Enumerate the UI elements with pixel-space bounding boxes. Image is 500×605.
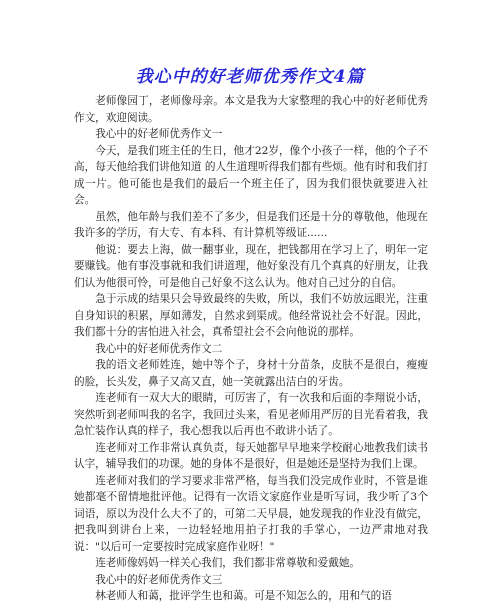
body-paragraph: 连老师像妈妈一样关心我们，我们都非常尊敬和爱戴她。 [95,557,361,569]
body-paragraph: 急于示成的结果只会导致最终的失败，所以，我们不妨放远眼光，注重自身知识的积累，厚如薄发，自然求到渠成。他经常说社会不好混。因此，我们都十分的害怕进入社会，真希望社会不会向他说的那样。 [74,293,428,338]
intro-paragraph: 老师像园丁，老师像母亲。本文是我为大家整理的我心中的好老师优秀作文，欢迎阅读。 [74,95,428,124]
section-heading-3: 我心中的好老师优秀作文三 [95,573,223,586]
section-heading-1: 我心中的好老师优秀作文一 [95,128,223,140]
body-paragraph: 虽然，他年龄与我们差不了多少，但是我们还是十分的尊敬他，他现在我许多的学历，有大专、有本科、有计算机等级证...... [74,210,428,239]
body-paragraph: 我的语文老师姓连，她中等个子，身材十分苗条，皮肤不是很白，瘦瘦的脸，长头发，鼻子又高又直，她一笑就露出洁白的牙齿。 [74,359,428,388]
section-heading-2: 我心中的好老师优秀作文二 [95,342,223,355]
document-title: 我心中的好老师优秀作文4篇 [135,67,365,87]
body-paragraph: 今天，是我们班主任的生日，他才22岁，像个小孩子一样，他的个子不高，每天他给我们讲他知道 的人生道理听得我们都有些烦。他有时和我们打成一片。他可能也是我们的最后一个班主任了，因为我们很快就要进入社会。 [74,144,428,206]
body-paragraph: 连老师对我们的学习要求非常严格，每当我们没完成作业时，不管是谁她都毫不留情地批评他。记得有一次语文家庭作业是听写词，我少听了3个词语，原以为没什么大不了的，可第二天早晨，她发现我的作业没有做完，把我叫到讲台上来，一边轻轻地用拍子打我的手掌心，一边严肃地对我说："以后可一定要按时完成家庭作业呀！" [74,474,428,553]
body-paragraph: 连老师有一双大大的眼睛，可厉害了，有一次我和后面的李翔说小话，突然听到老师叫我的名字，我回过头来，看见老师用严厉的目光看着我，我急忙装作认真的样子，我心想我以后再也不敢讲小话了。 [74,392,428,437]
body-paragraph: 林老师人和蔼，批评学生也和蔼。可是不知怎么的，用和气的语 [95,590,392,602]
document-body [74,93,428,605]
body-paragraph: 连老师对工作非常认真负责，每天她都早早地来学校耐心地教我们读书认字，辅导我们的功课。她的身体不是很好，但是她还是坚持为我们上课。 [74,441,428,470]
body-paragraph: 他说：要去上海，做一翻事业，现在，把钱都用在学习上了，明年一定要赚钱。他有事没事就和我们讲道理，他好象没有几个真真的好朋友，让我们认为他很可怜，可是他自己好象不这么认为。他对自己过分的自信。 [74,243,428,289]
